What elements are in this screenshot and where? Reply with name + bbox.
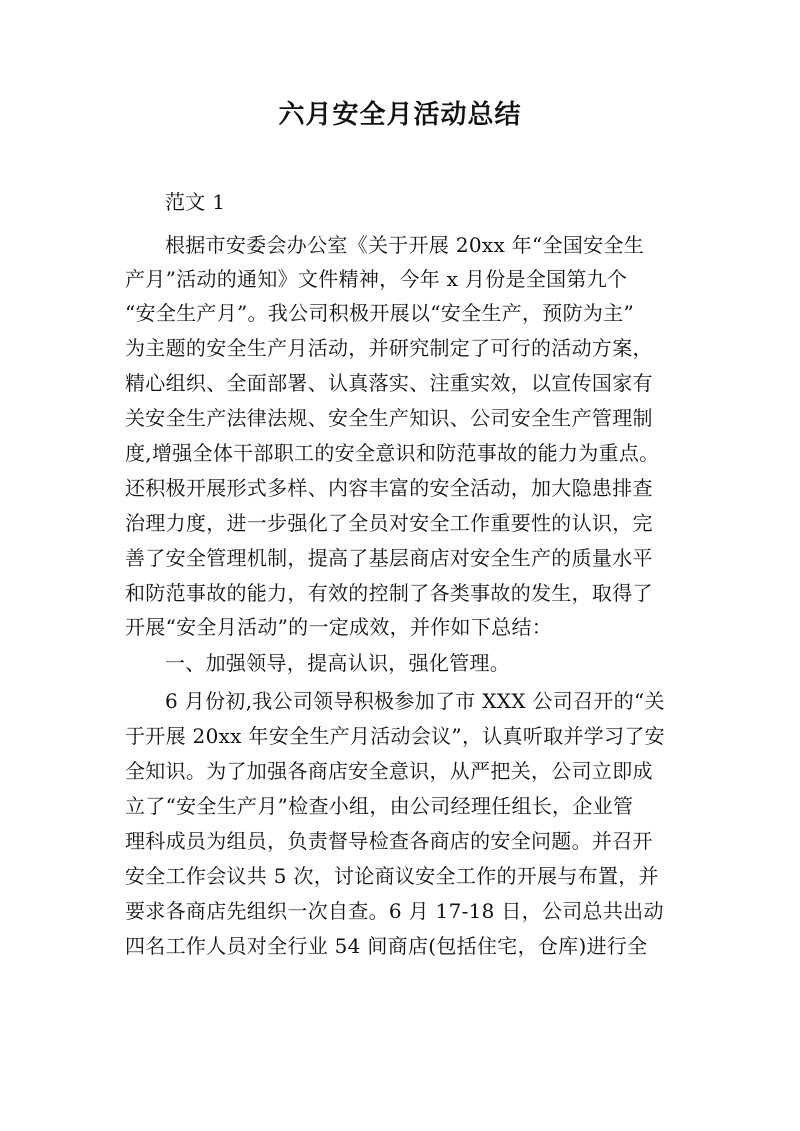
body-line: 于开展 20xx 年安全生产月活动会议”，认真听取并学习了安 [125,724,665,748]
body-line: 要求各商店先组织一次自查。6 月 17-18 日，公司总共出动 [125,899,664,923]
body-line: 理科成员为组员，负责督导检查各商店的安全问题。并召开 [125,829,653,853]
body-line: 治理力度，进一步强化了全员对安全工作重要性的认识，完 [125,511,653,535]
body-line: 度,增强全体干部职工的安全意识和防范事故的能力为重点。 [125,441,660,465]
body-line: 产月”活动的通知》文件精神，今年 x 月份是全国第九个 [125,267,628,291]
body-line: 四名工作人员对全行业 54 间商店(包括住宅，仓库)进行全 [125,934,648,958]
body-line: “安全生产月”。我公司积极开展以“安全生产，预防为主” [125,301,634,325]
body-line: 6 月份初,我公司领导积极参加了市 XXX 公司召开的“关 [165,689,665,713]
body-line: 和防范事故的能力，有效的控制了各类事故的发生，取得了 [125,581,653,605]
body-line: 根据市安委会办公室《关于开展 20xx 年“全国安全生 [165,233,645,257]
body-line: 还积极开展形式多样、内容丰富的安全活动，加大隐患排查 [125,476,653,500]
body-line: 关安全生产法律法规、安全生产知识、公司安全生产管理制 [125,406,653,430]
body-line: 全知识。为了加强各商店安全意识，从严把关，公司立即成 [125,759,653,783]
body-line: 善了安全管理机制，提高了基层商店对安全生产的质量水平 [125,546,653,570]
body-line: 精心组织、全面部署、认真落实、注重实效，以宣传国家有 [125,371,653,395]
document-title: 六月安全月活动总结 [278,100,522,130]
section-heading: 一、加强领导，提高认识，强化管理。 [165,651,511,675]
body-line: 安全工作会议共 5 次，讨论商议安全工作的开展与布置，并 [125,864,659,888]
body-line: 范文 1 [165,190,226,214]
body-line: 开展“安全月活动”的一定成效，并作如下总结： [125,615,553,639]
body-line: 立了“安全生产月”检查小组，由公司经理任组长，企业管 [125,794,634,818]
body-line: 为主题的安全生产月活动，并研究制定了可行的活动方案， [125,336,653,360]
